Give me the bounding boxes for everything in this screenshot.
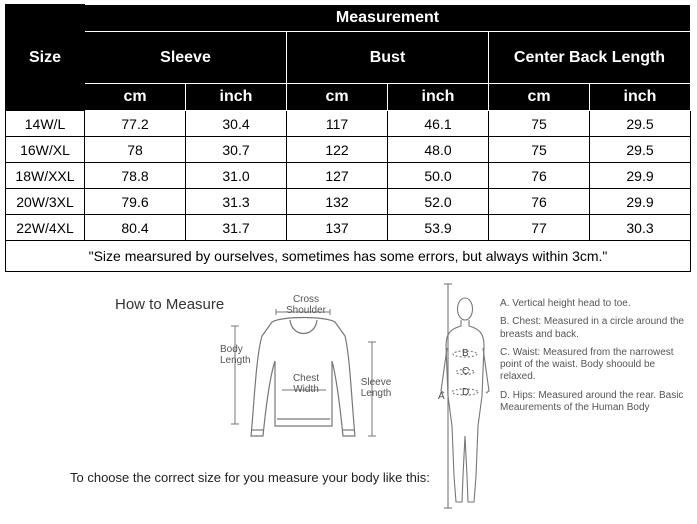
table-row (6, 189, 691, 215)
table-cell: 78 (85, 137, 186, 163)
table-row (6, 163, 691, 189)
unit-header: inch (388, 84, 489, 111)
legend-item-c: C. Waist: Measured from the narrowest point of the waist. Body shoould be relaxed. (500, 346, 674, 383)
body-length-label: Body Length (220, 344, 251, 366)
table-cell: 75 (489, 111, 590, 137)
table-cell: 31.7 (186, 215, 287, 241)
sleeve-header: Sleeve (85, 32, 287, 84)
size-cell: 22W/4XL (6, 215, 85, 241)
table-cell: 29.9 (590, 163, 691, 189)
table-cell: 80.4 (85, 215, 186, 241)
table-cell: 53.9 (388, 215, 489, 241)
table-cell: 29.5 (590, 137, 691, 163)
table-cell: 75 (489, 137, 590, 163)
how-to-measure-section (0, 276, 697, 524)
table-cell: 52.0 (388, 189, 489, 215)
sleeve-length-label: Sleeve Length (360, 377, 392, 399)
table-cell: 132 (287, 189, 388, 215)
body-letter-b: B (462, 348, 469, 359)
table-cell: 122 (287, 137, 388, 163)
size-header: Size (6, 5, 85, 111)
table-cell: 78.8 (85, 163, 186, 189)
body-letter-d: D (462, 387, 470, 398)
table-cell: 77.2 (85, 111, 186, 137)
size-cell: 14W/L (6, 111, 85, 137)
unit-header: inch (590, 84, 691, 111)
unit-header: cm (85, 84, 186, 111)
how-to-measure-title: How to Measure (115, 296, 225, 313)
choose-size-instruction: To choose the correct size for you measure your body like this: (70, 470, 430, 485)
legend-item-a: A. Vertical height head to toe. (500, 298, 631, 309)
measurement-header: Measurement (85, 5, 691, 32)
table-cell: 29.5 (590, 111, 691, 137)
table-row (6, 215, 691, 241)
table-cell: 30.4 (186, 111, 287, 137)
table-row (6, 137, 691, 163)
size-cell: 16W/XL (6, 137, 85, 163)
body-letter-a: A (438, 391, 445, 402)
measurement-legend (500, 298, 690, 416)
table-cell: 76 (489, 163, 590, 189)
size-cell: 18W/XXL (6, 163, 85, 189)
table-cell: 30.7 (186, 137, 287, 163)
table-row (6, 111, 691, 137)
center-back-header: Center Back Length (489, 32, 691, 84)
table-cell: 76 (489, 189, 590, 215)
table-cell: 50.0 (388, 163, 489, 189)
bust-header: Bust (287, 32, 489, 84)
table-cell: 30.3 (590, 215, 691, 241)
table-cell: 31.3 (186, 189, 287, 215)
table-cell: 31.0 (186, 163, 287, 189)
size-note: "Size mearsured by ourselves, sometimes has some errors, but always within 3cm." (6, 241, 691, 272)
cross-shoulder-label: Cross Shoulder (285, 294, 327, 316)
table-cell: 46.1 (388, 111, 489, 137)
table-cell: 29.9 (590, 189, 691, 215)
legend-item-b: B. Chest: Measured in a circle around the breasts and back. (500, 316, 684, 340)
legend-item-d: D. Hips: Measured around the rear. Basic Meaurements of the Human Body (500, 389, 684, 414)
table-cell: 137 (287, 215, 388, 241)
chest-width-label: Chest Width (292, 373, 320, 395)
table-cell: 127 (287, 163, 388, 189)
table-cell: 77 (489, 215, 590, 241)
unit-header: cm (287, 84, 388, 111)
unit-header: cm (489, 84, 590, 111)
unit-header: inch (186, 84, 287, 111)
table-cell: 117 (287, 111, 388, 137)
size-chart-table (5, 4, 691, 272)
size-cell: 20W/3XL (6, 189, 85, 215)
table-cell: 48.0 (388, 137, 489, 163)
table-cell: 79.6 (85, 189, 186, 215)
body-letter-c: C (462, 366, 470, 377)
